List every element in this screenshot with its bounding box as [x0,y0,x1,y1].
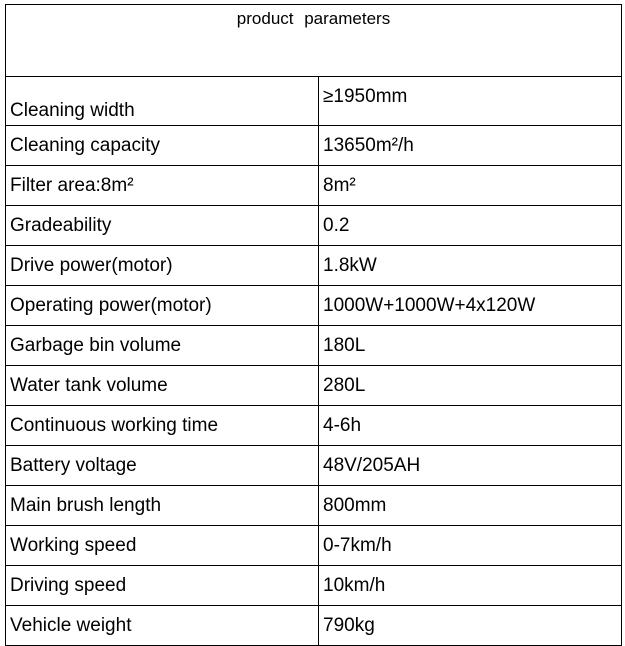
parameter-value: 10km/h [319,566,622,606]
parameter-value: 1.8kW [319,246,622,286]
table-row [6,206,622,246]
parameter-name: Vehicle weight [6,606,319,646]
parameter-value: 0.2 [319,206,622,246]
parameter-value: 280L [319,366,622,406]
parameter-name: Filter area:8m² [6,166,319,206]
table-row [6,446,622,486]
product-parameters-table [5,4,622,646]
parameter-value: 48V/205AH [319,446,622,486]
table-row [6,366,622,406]
parameter-name: Continuous working time [6,406,319,446]
parameter-value: 1000W+1000W+4x120W [319,286,622,326]
table-title: product parameters [6,5,622,77]
parameter-value: 180L [319,326,622,366]
parameter-value: 8m² [319,166,622,206]
table-row [6,246,622,286]
table-title-row [6,5,622,77]
parameter-name: Drive power(motor) [6,246,319,286]
parameter-name: Working speed [6,526,319,566]
parameter-name: Battery voltage [6,446,319,486]
parameter-name: Driving speed [6,566,319,606]
table-row [6,526,622,566]
parameter-name: Water tank volume [6,366,319,406]
parameter-value: 4-6h [319,406,622,446]
parameter-name: Garbage bin volume [6,326,319,366]
parameter-value: 0-7km/h [319,526,622,566]
parameter-name: Operating power(motor) [6,286,319,326]
parameter-name: Cleaning capacity [6,126,319,166]
parameter-value: 13650m²/h [319,126,622,166]
parameter-value: 800mm [319,486,622,526]
table-row [6,326,622,366]
table-row [6,606,622,646]
table-row [6,126,622,166]
parameter-value: ≥1950mm [319,77,622,126]
parameter-name: Cleaning width [6,77,319,126]
parameter-value: 790kg [319,606,622,646]
table-row [6,77,622,126]
table-row [6,406,622,446]
table-row [6,486,622,526]
table-row [6,566,622,606]
table-row [6,286,622,326]
parameter-name: Gradeability [6,206,319,246]
table-row [6,166,622,206]
parameter-name: Main brush length [6,486,319,526]
